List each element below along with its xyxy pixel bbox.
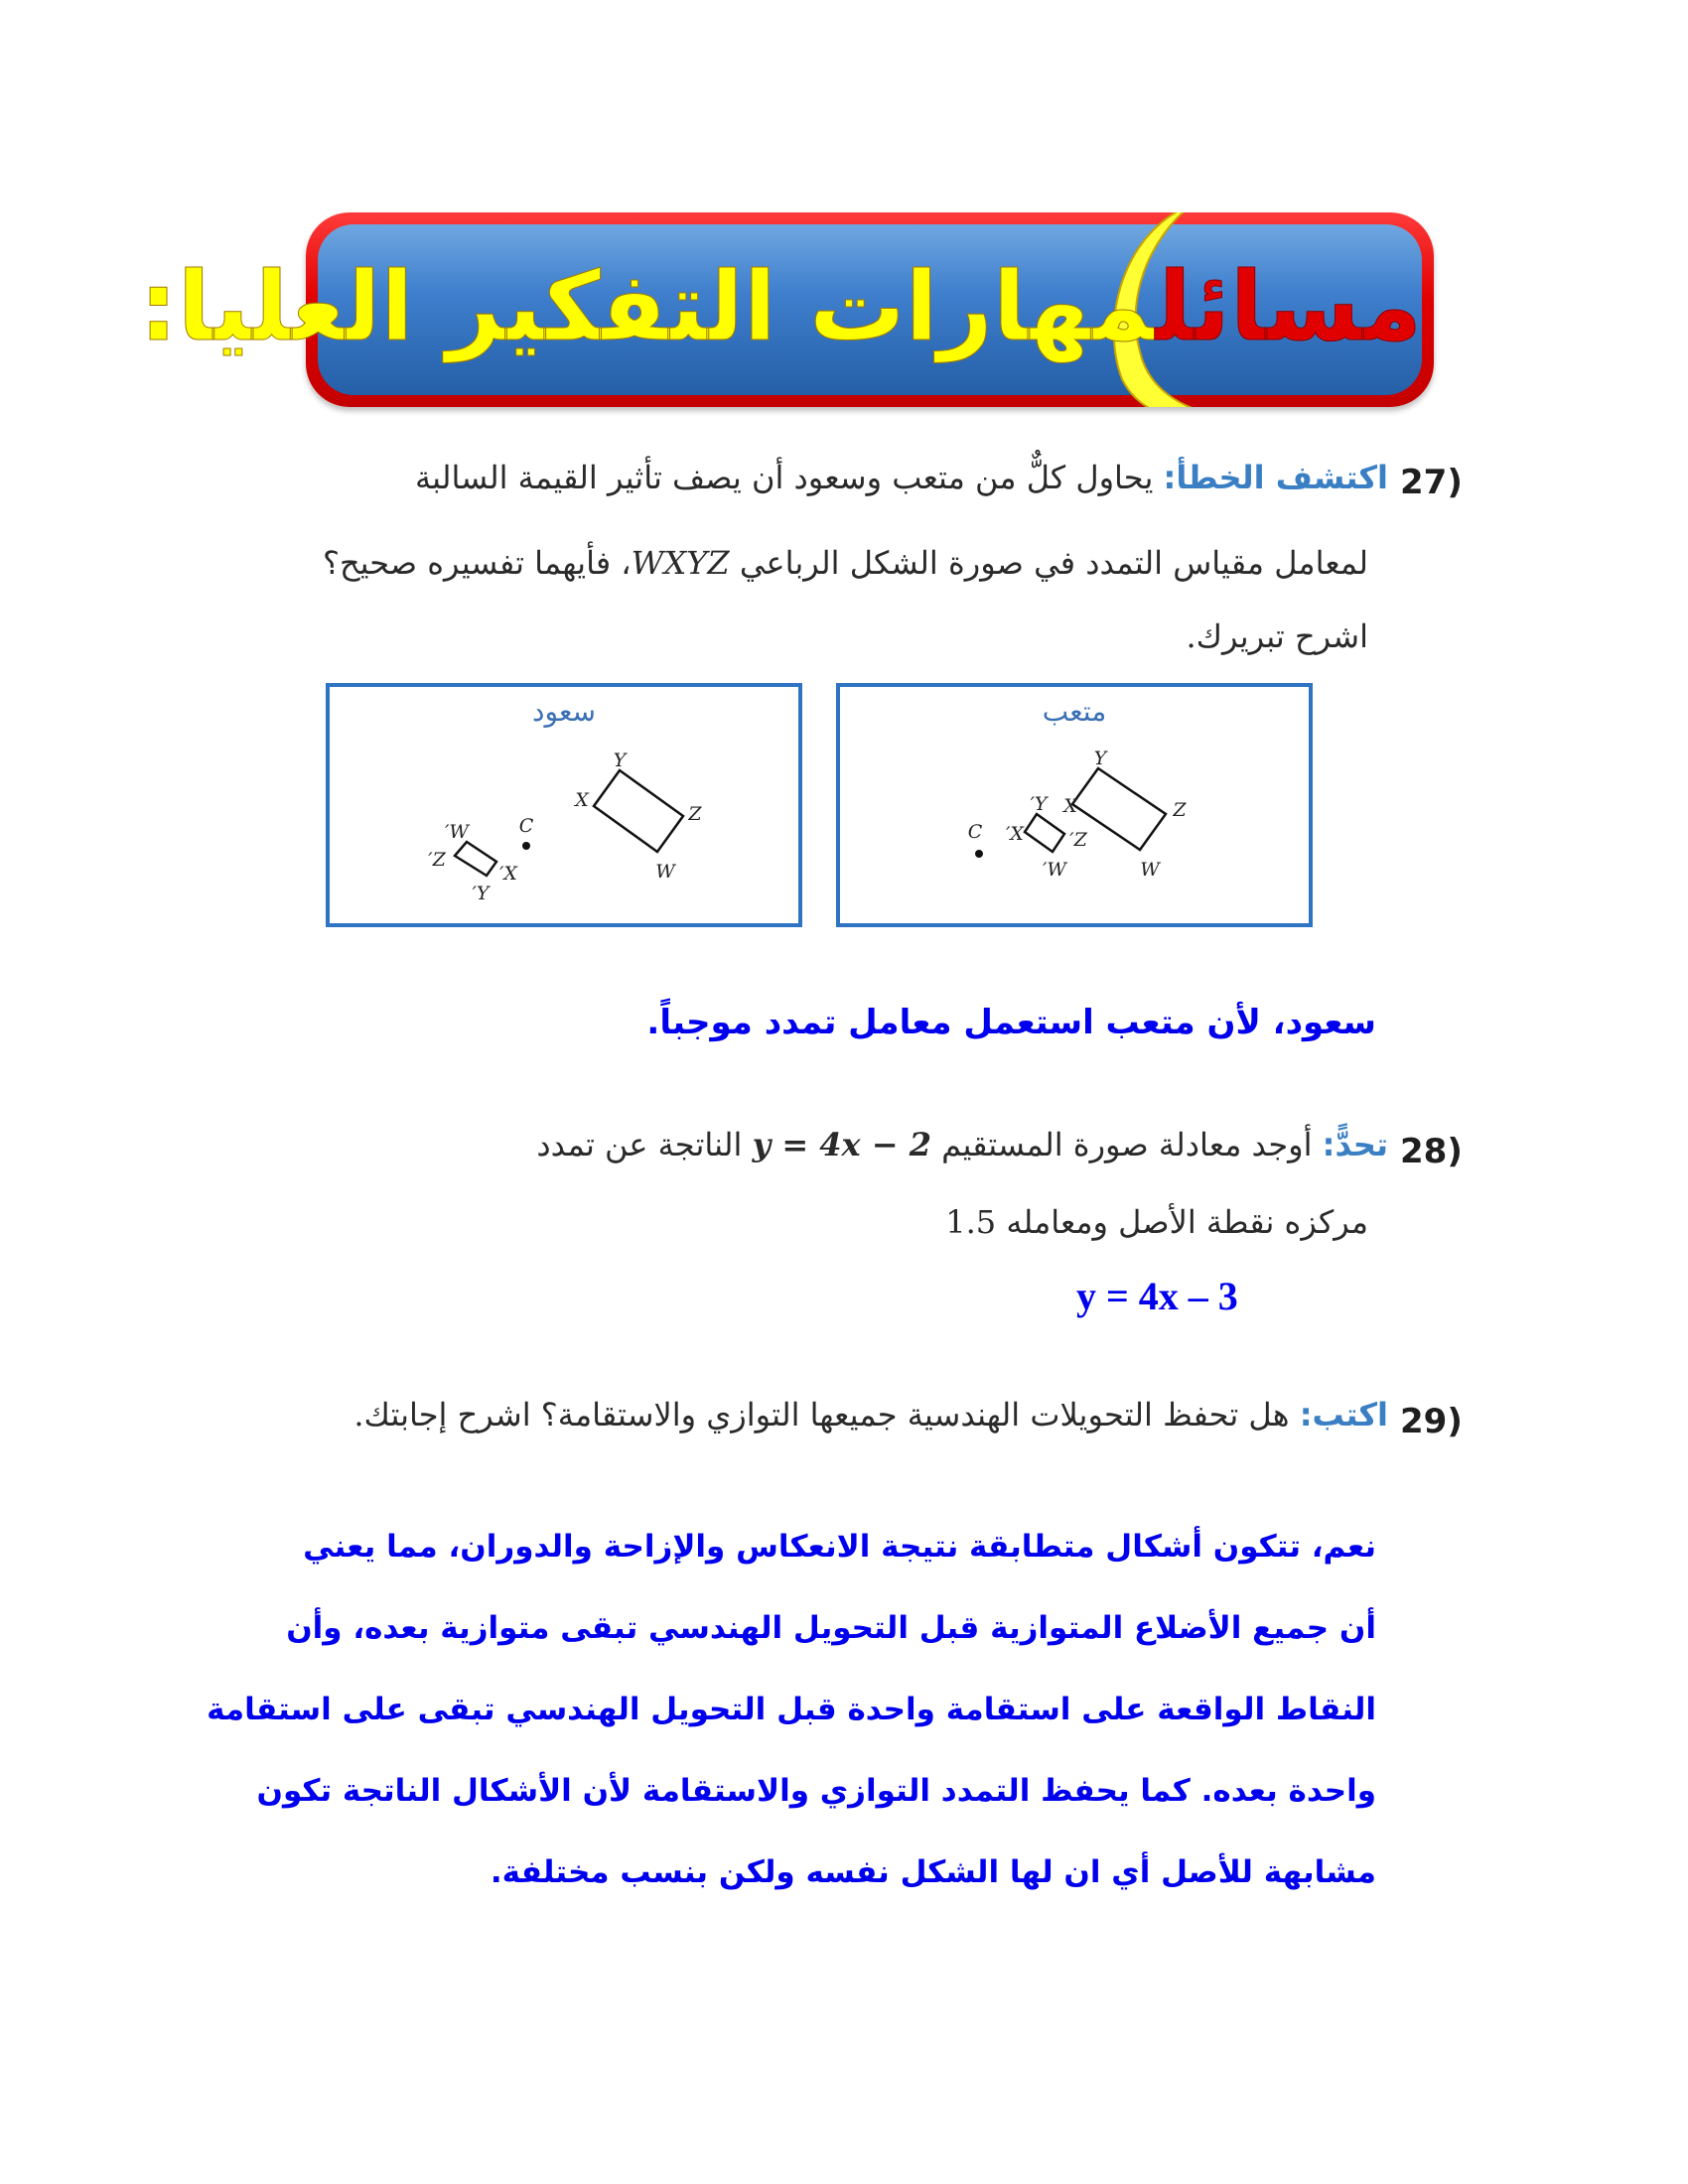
answer-29-line-3: النقاط الواقعة على استقامة واحدة قبل التحويل الهندسي تبقى على استقامة bbox=[207, 1692, 1376, 1727]
question-27-line-2 bbox=[323, 544, 1368, 582]
label-z-prime: Z′ bbox=[428, 849, 446, 871]
answer-29-line-1: نعم، تتكون أشكال متطابقة نتيجة الانعكاس والإزاحة والدوران، مما يعني bbox=[303, 1529, 1376, 1565]
answer-28: y = 4x – 3 bbox=[1076, 1274, 1238, 1318]
label-w-prime: W′ bbox=[1043, 859, 1066, 881]
label-w: W bbox=[655, 861, 675, 883]
figure-saud-title: سعود bbox=[532, 695, 596, 728]
label-z-prime: Z′ bbox=[1069, 829, 1087, 851]
question-27-text-2b: ، فأيهما تفسيره صحيح؟ bbox=[322, 544, 632, 582]
label-w: W bbox=[1140, 859, 1160, 881]
question-29-line-1 bbox=[353, 1396, 1388, 1433]
center-point bbox=[975, 850, 983, 858]
answer-29-line-5: مشابهة للأصل أي ان لها الشكل نفسه ولكن بنسب مختلفة. bbox=[490, 1854, 1376, 1890]
question-27-number: 27) bbox=[1400, 463, 1463, 502]
label-w-prime: W′ bbox=[445, 821, 469, 843]
answer-29-line-4: واحدة بعده. كما يحفظ التمدد التوازي والاستقامة لأن الأشكال الناتجة تكون bbox=[256, 1773, 1376, 1809]
image-quadrilateral bbox=[1025, 814, 1064, 852]
figure-mitab-title: متعب bbox=[1042, 695, 1107, 728]
question-27-text-2a: لمعامل مقياس التمدد في صورة الشكل الرباعي bbox=[729, 544, 1368, 582]
line-equation: y = 4x − 2 bbox=[752, 1126, 931, 1163]
question-28-line-1 bbox=[536, 1126, 1388, 1163]
label-x-prime: X′ bbox=[1006, 823, 1024, 845]
question-27-label: اكتشف الخطأ: bbox=[1163, 459, 1388, 496]
question-29-label: اكتب: bbox=[1299, 1396, 1388, 1433]
label-y: Y bbox=[613, 750, 627, 771]
question-29-number: 29) bbox=[1400, 1402, 1463, 1441]
center-point bbox=[522, 842, 530, 850]
label-y: Y bbox=[1093, 748, 1107, 769]
question-28-text-1b: الناتجة عن تمدد bbox=[536, 1126, 753, 1163]
title-banner bbox=[139, 212, 1434, 407]
question-27-text-1: يحاول كلٌّ من متعب وسعود أن يصف تأثير القيمة السالبة bbox=[414, 459, 1154, 496]
question-29-text-1: هل تحفظ التحويلات الهندسية جميعها التوازي والاستقامة؟ اشرح إجابتك. bbox=[353, 1396, 1290, 1433]
question-27-line-1 bbox=[415, 459, 1388, 496]
image-quadrilateral bbox=[455, 842, 496, 876]
answer-27: سعود، لأن متعب استعمل معامل تمدد موجباً. bbox=[646, 1003, 1376, 1042]
question-28-text-1a: أوجد معادلة صورة المستقيم bbox=[930, 1126, 1313, 1163]
question-28-line-2: مركزه نقطة الأصل ومعامله 1.5 bbox=[945, 1203, 1368, 1241]
label-z: Z bbox=[1173, 799, 1187, 821]
label-y-prime: Y′ bbox=[1030, 793, 1048, 815]
answer-29-line-2: أن جميع الأضلاع المتوازية قبل التحويل الهندسي تبقى متوازية بعده، وأن bbox=[286, 1610, 1376, 1646]
label-c: C bbox=[967, 821, 983, 843]
page-title bbox=[139, 251, 1422, 362]
label-c: C bbox=[518, 815, 534, 837]
question-27-line-3: اشرح تبريرك. bbox=[1186, 617, 1368, 655]
label-y-prime: Y′ bbox=[472, 883, 490, 904]
quadrilateral-name: WXYZ bbox=[631, 544, 730, 582]
question-28-number: 28) bbox=[1400, 1132, 1463, 1171]
label-x: X bbox=[1063, 795, 1077, 817]
figure-mitab bbox=[836, 683, 1313, 927]
original-quadrilateral bbox=[594, 770, 683, 852]
label-x: X bbox=[575, 789, 589, 811]
question-28-label: تحدًّ: bbox=[1322, 1126, 1388, 1163]
label-x-prime: X′ bbox=[499, 863, 517, 885]
figure-saud bbox=[326, 683, 802, 927]
title-part-1: مسائل bbox=[1155, 251, 1422, 362]
title-part-2: مهارات التفكير العليا: bbox=[139, 251, 1156, 362]
label-z: Z bbox=[688, 803, 702, 825]
